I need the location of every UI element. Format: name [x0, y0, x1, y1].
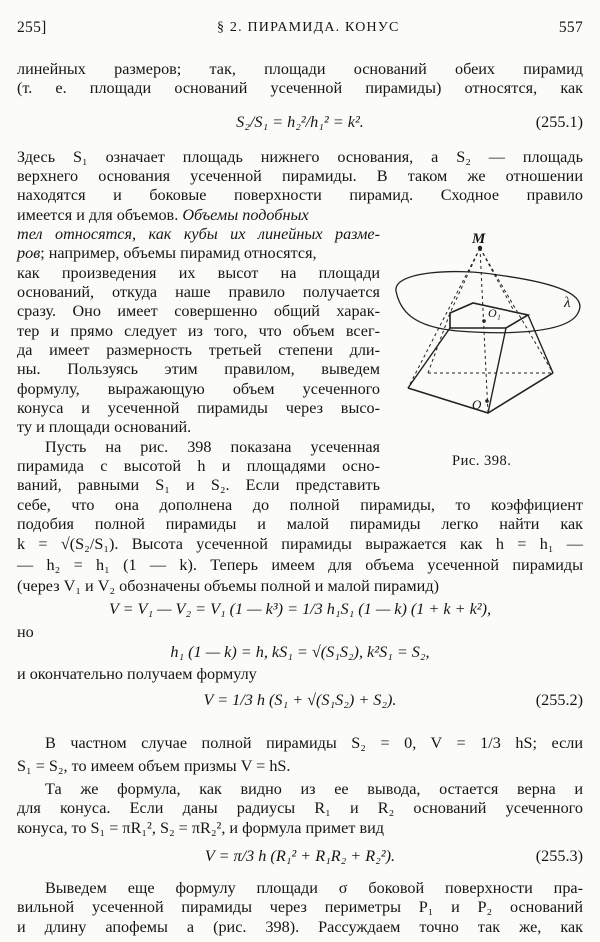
text-line: S₁ = S₂, то имеем объем призмы V = hS. — [17, 757, 291, 775]
label-o: O — [472, 397, 482, 412]
text-line: конуса и усеченной пирамиды через высо- — [17, 399, 380, 417]
label-lambda: λ — [564, 295, 571, 311]
plane-lambda — [396, 272, 580, 333]
text-line: для конуса. Если даны радиусы R₁ и R₂ оснований усеченного — [17, 799, 583, 817]
text-line: сразу. Оно имеет совершенно общий харак- — [17, 302, 380, 320]
lateral-edge — [408, 328, 450, 388]
text-line: k = √(S₂/S₁). Высота усеченной пирамиды выражается как h = h₁ — — [17, 535, 583, 553]
equation-number: (255.3) — [535, 847, 583, 865]
text-line: Выведем еще формулу площади σ боковой поверхности пра- — [45, 879, 583, 897]
text-line: ны. Пользуясь этим правилом, выведем — [17, 360, 380, 378]
text-fragment: ; например, объемы пирамид относятся, — [40, 244, 317, 262]
text-line: оснований, откуда наше правило получается — [17, 283, 380, 301]
header-page-number: 557 — [558, 19, 583, 36]
running-header — [17, 18, 583, 38]
text-line: линейных размеров; так, площади оснований обеих пирамид — [17, 60, 583, 78]
text-line: вильной усеченной пирамиды через периметры P₁ и P₂ оснований — [17, 898, 583, 916]
italic-fragment: ров — [17, 244, 41, 262]
equation: h₁ (1 — k) = h, kS₁ = √(S₁S₂), k²S₁ = S₂, — [170, 643, 430, 661]
point-o1 — [482, 319, 486, 323]
text-line: Пусть на рис. 398 показана усеченная — [45, 438, 380, 456]
header-section-number: 255] — [17, 19, 47, 36]
text-line: себе, что она дополнена до полной пирамиды, то коэффициент — [17, 496, 583, 514]
equation-number: (255.1) — [535, 113, 583, 131]
lateral-edge — [488, 328, 506, 413]
dashed-edge — [408, 248, 480, 388]
text-line: (т. е. площади оснований усеченной пирамиды) относятся, как — [17, 79, 583, 97]
equation: V = 1/3 h (S₁ + √(S₁S₂) + S₂). — [203, 691, 397, 709]
text-line — [17, 244, 380, 264]
equation: S₂/S₁ = h₂²/h₁² = k². — [236, 113, 364, 131]
text-line: верхнего основания усеченной пирамиды. В таком же отношении — [17, 167, 583, 185]
text-line-italic: тел относятся, как кубы их линейных разме- — [17, 225, 380, 243]
text-line: и длину апофемы a (рис. 398). Рассуждаем точно так же, как — [17, 918, 583, 936]
text-line: Здесь S₁ означает площадь нижнего основания, а S₂ — площадь — [17, 148, 583, 166]
text-line: тер и прямо следует из того, что объем всег- — [17, 322, 380, 340]
text-line: Та же формула, как видно из ее вывода, остается верна и — [45, 780, 583, 798]
italic-fragment: Объемы подобных — [182, 206, 309, 224]
text-line: да имеет размерность третьей степени дли- — [17, 341, 380, 359]
truncated-pyramid-diagram — [388, 233, 588, 448]
dashed-edge — [480, 248, 514, 311]
text-line: находятся и боковые поверхности пирамид. Сходное правило — [17, 186, 583, 204]
text-line: и окончательно получаем формулу — [17, 665, 257, 683]
text-line: но — [17, 623, 34, 641]
point-o — [485, 399, 489, 403]
lateral-edge — [528, 315, 553, 373]
equation-number: (255.2) — [535, 691, 583, 709]
text-line — [17, 206, 380, 226]
label-o1: O₁ — [488, 306, 501, 320]
text-line: конуса, то S₁ = πR₁², S₂ = πR₂², и формула примет вид — [17, 819, 384, 837]
text-line: формулу, выражающую объем усеченного — [17, 380, 380, 398]
equation: V = V₁ — V₂ = V₁ (1 — k³) = 1/3 h₁S₁ (1 — k) (1 + k + k²), — [108, 600, 492, 618]
text-line: как произведения их высот на площади — [17, 264, 380, 282]
text-line: подобия полной пирамиды и малой пирамиды легко найти как — [17, 515, 583, 533]
text-fragment: имеется и для объемов. — [17, 206, 179, 224]
equation: V = π/3 h (R₁² + R₁R₂ + R₂²). — [204, 847, 396, 865]
text-line: пирамида с высотой h и площадями осно- — [17, 457, 380, 475]
header-title: § 2. ПИРАМИДА. КОНУС — [217, 20, 400, 35]
text-line: В частном случае полной пирамиды S₂ = 0, V = 1/3 hS; если — [45, 734, 583, 752]
text-line: ваний, равными S₁ и S₂. Если представить — [17, 476, 380, 494]
label-apex: M — [472, 233, 486, 247]
text-line: (через V₁ и V₂ обозначены объемы полной и малой пирамид) — [17, 577, 439, 595]
figure-caption: Рис. 398. — [452, 453, 512, 469]
text-line: ту и площади оснований. — [17, 418, 192, 436]
figure-398 — [388, 233, 588, 448]
text-line: — h₂ = h₁ (1 — k). Теперь имеем для объема усеченной пирамиды — [17, 556, 583, 574]
